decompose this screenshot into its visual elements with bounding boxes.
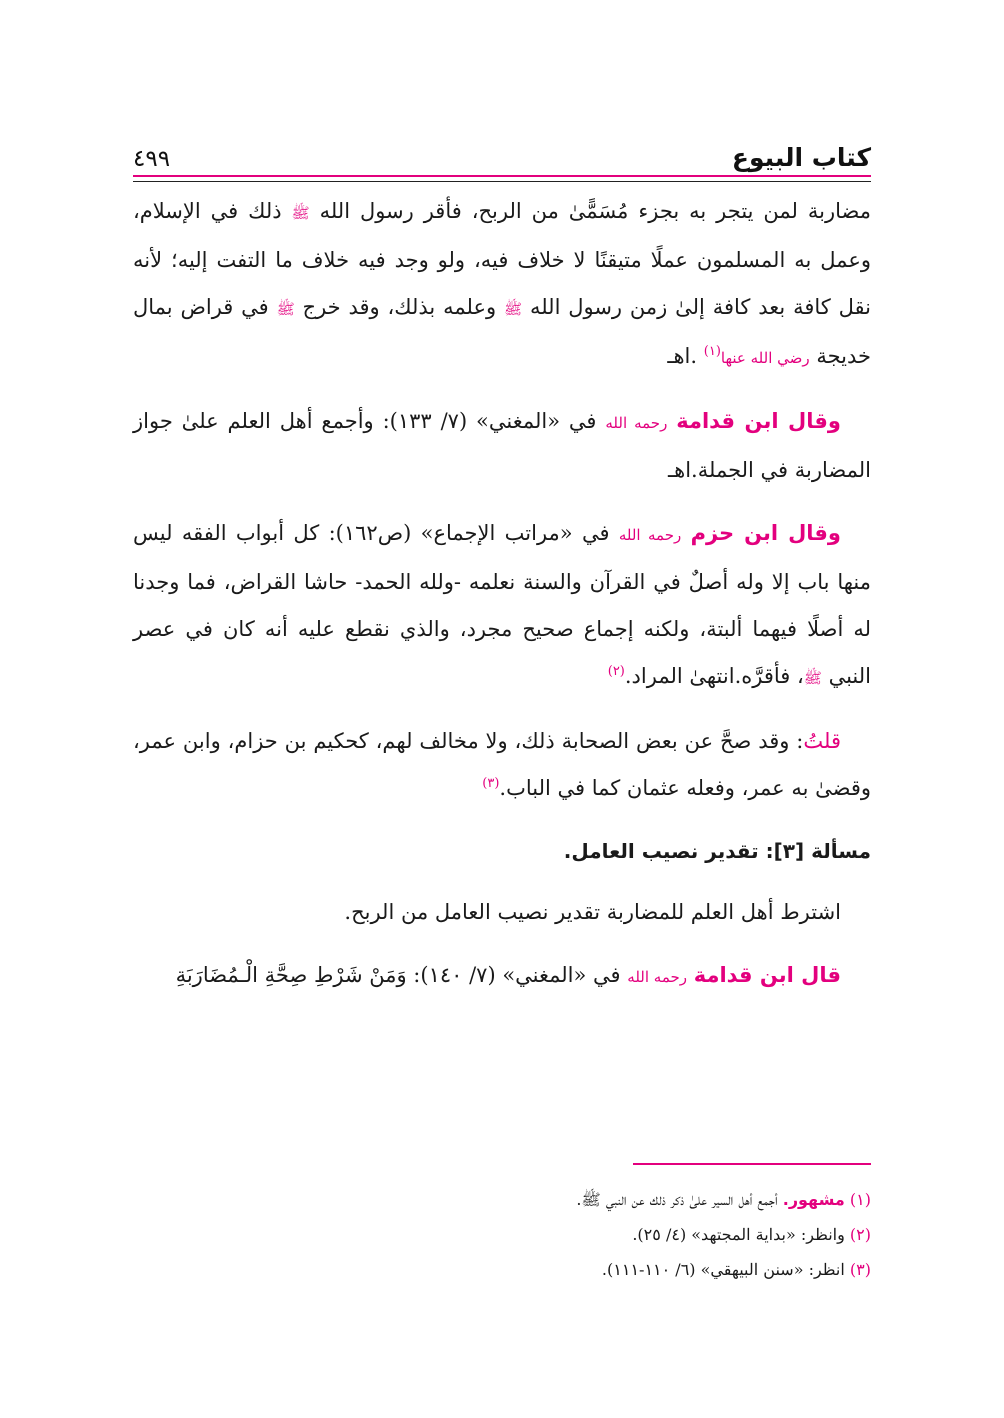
issue-heading: [133, 828, 871, 875]
qult-label: قلتُ: [803, 729, 841, 753]
footnote-rule: [633, 1163, 871, 1165]
page-number: ٤٩٩: [133, 146, 171, 172]
rahimahu-honorific: رحمه الله: [618, 526, 682, 544]
speaker-ibn-qudama-2: قال ابن قدامة: [693, 963, 841, 987]
p6-text: في «المغني» (٧/ ١٤٠): وَمَنْ شَرْطِ صِحَّةِ الْـمُضَارَبَةِ: [175, 963, 621, 987]
book-title: كتاب البيوع: [731, 143, 871, 172]
speaker-ibn-hazm: وقال ابن حزم: [690, 521, 841, 545]
footnote-1: [133, 1182, 871, 1217]
issue-title: تقدير نصيب العامل.: [563, 839, 759, 863]
prophet-honorific: ﷺ: [803, 669, 822, 687]
prophet-honorific: ﷺ: [291, 204, 310, 222]
footnote-text: أجمع أهل السير علىٰ ذكر ذلك عن النبي ﷺ.: [576, 1190, 783, 1209]
paragraph-1: [133, 188, 871, 382]
issue-label: مسألة [٣]:: [765, 839, 871, 863]
header-rule-pink: [133, 175, 871, 177]
p4-text: : وقد صحَّ عن بعض الصحابة ذلك، ولا مخالف لهم، كحكيم بن حزام، وابن عمر، وقضىٰ به عمر، وفعله عثمان كما في الباب.: [133, 729, 871, 800]
speaker-ibn-qudama: وقال ابن قدامة: [676, 409, 841, 433]
p2-text: في «المغني» (٧/ ١٣٣): وأجمع أهل العلم علىٰ جواز المضاربة في الجملة.اهـ: [133, 409, 871, 482]
footnote-3: [133, 1252, 871, 1287]
rahimahu-honorific: رحمه الله: [605, 414, 668, 432]
paragraph-6: [133, 952, 871, 1001]
footnote-number: (٣): [849, 1260, 871, 1279]
header-rule-black: [133, 181, 871, 182]
prophet-honorific: ﷺ: [276, 300, 295, 318]
paragraph-4: [133, 718, 871, 812]
paragraph-3: [133, 510, 871, 702]
footnote-text: وانظر: «بداية المجتهد» (٤/ ٢٥).: [632, 1225, 850, 1244]
rahimahu-honorific: رحمه الله: [627, 968, 688, 986]
p1-text-5: .اهـ: [667, 344, 698, 368]
body-text: [133, 188, 871, 1017]
radiya-honorific: رضي الله عنها: [720, 349, 810, 367]
footnote-ref-1[interactable]: (١): [703, 344, 721, 359]
footnotes: [133, 1182, 871, 1287]
page-header: [133, 128, 871, 172]
p1-text-1: مضاربة لمن يتجر به بجزء مُسَمًّىٰ من الربح، فأقر رسول الله: [319, 199, 871, 223]
footnote-number: (٢): [849, 1225, 871, 1244]
footnote-number: (١): [849, 1190, 871, 1209]
p1-text-4: في قراض بمال خديجة: [133, 295, 871, 368]
paragraph-2: [133, 398, 871, 494]
footnote-text: انظر: «سنن البيهقي» (٦/ ١١٠-١١١).: [601, 1260, 850, 1279]
footnote-ref-2[interactable]: (٢): [607, 664, 625, 679]
p5-text: اشترط أهل العلم للمضاربة تقدير نصيب العامل من الربح.: [344, 900, 841, 924]
p1-text-2: ذلك في الإسلام، وعمل به المسلمون عملًا متيقنًا لا خلاف فيه، ولو وجد فيه خلاف ما التفت إليه؛ لأنه نقل كافة بعد كافة إلىٰ زمن رسول الله: [133, 199, 871, 319]
footnote-2: [133, 1217, 871, 1252]
footnote-ref-3[interactable]: (٣): [482, 776, 500, 791]
p3-text-2: ، فأقرَّه.انتهىٰ المراد.: [624, 664, 804, 688]
p3-text-1: في «مراتب الإجماع» (ص١٦٢): كل أبواب الفقه ليس منها باب إلا وله أصلٌ في القرآن والسنة نعلمه -ولله الحمد- حاشا القراض، فما وجدنا له أصلًا فيهما ألبتة، ولكنه إجماع صحيح مجرد، والذي نقطع عليه أنه كان في عصر النبي: [133, 521, 871, 688]
footnote-bold: مشهور.: [782, 1190, 845, 1209]
prophet-honorific: ﷺ: [503, 300, 523, 318]
p1-text-3: وعلمه بذلك، وقد خرج: [302, 295, 497, 319]
paragraph-5: [133, 889, 871, 936]
